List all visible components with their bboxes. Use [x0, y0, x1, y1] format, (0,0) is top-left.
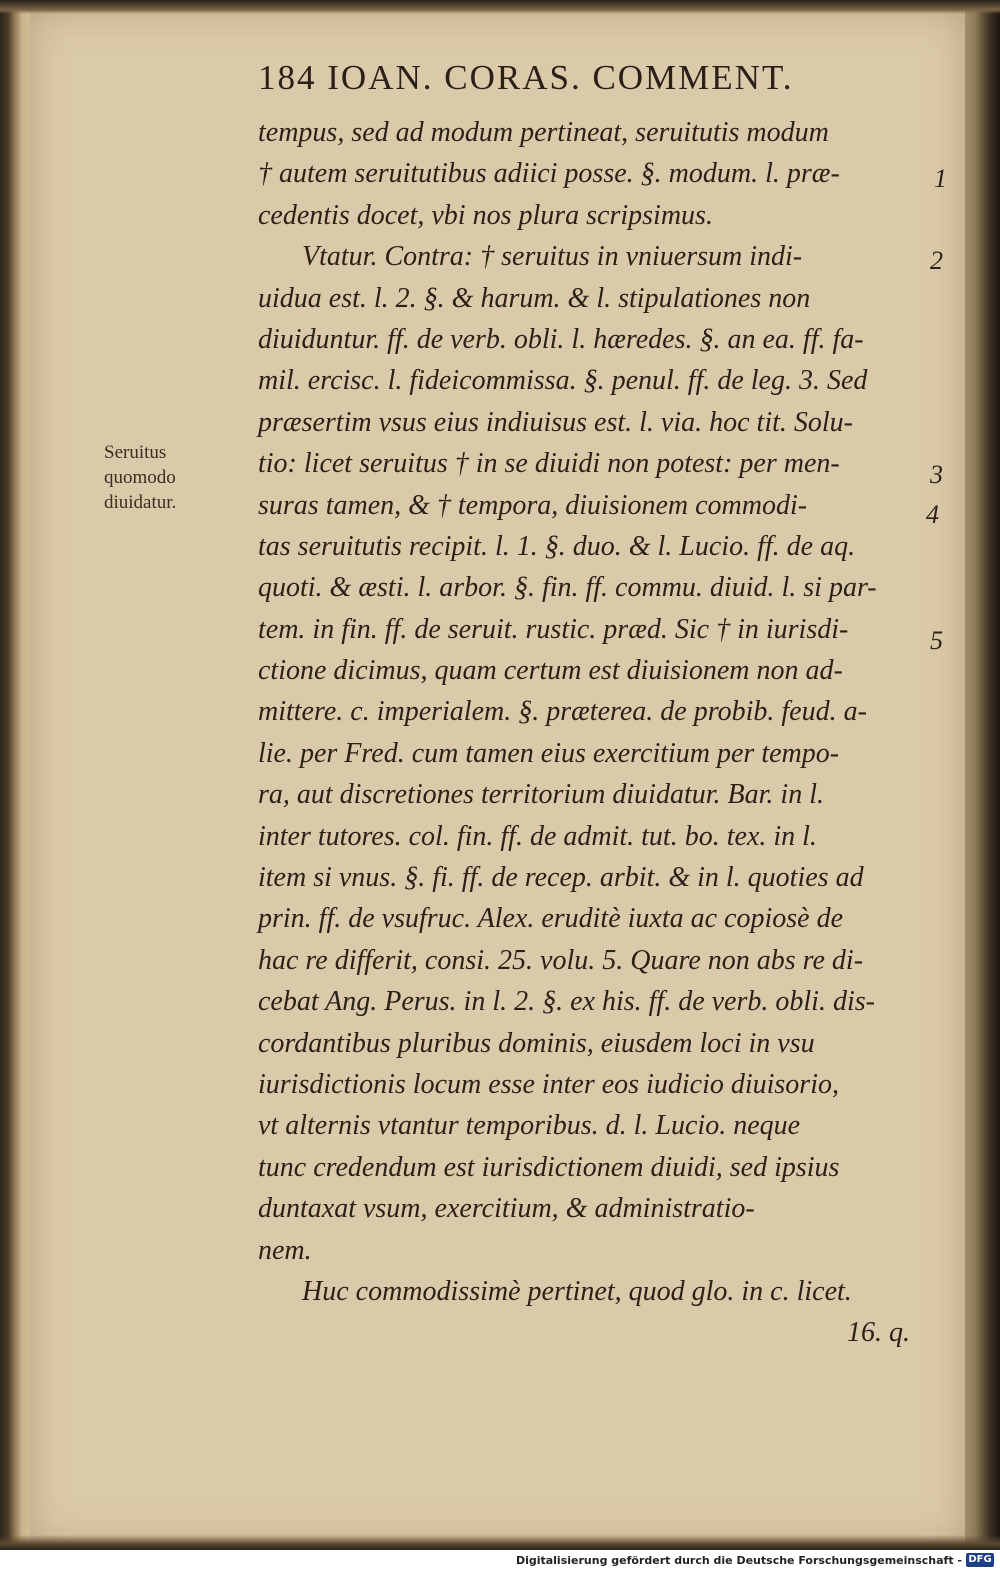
- text-line: duntaxat vsum, exercitium, & administratio-: [258, 1193, 755, 1225]
- text-line: Vtatur. Contra: † seruitus in vniuersum indi-: [302, 241, 803, 273]
- text-line: prin. ff. de vsufruc. Alex. eruditè iuxta ac copiosè de: [258, 903, 844, 935]
- margin-note-line: quomodo: [104, 467, 176, 488]
- margin-note-line: diuidatur.: [104, 492, 177, 513]
- text-line: tio: licet seruitus † in se diuidi non potest: per men-: [258, 448, 840, 480]
- text-line: Huc commodissimè pertinet, quod glo. in c. licet.: [302, 1275, 852, 1307]
- text-line: cedentis docet, vbi nos plura scripsimus.: [258, 199, 713, 231]
- text-line: uidua est. l. 2. §. & harum. & l. stipulationes non: [258, 282, 811, 314]
- margin-note: [104, 440, 244, 515]
- text-line: quoti. & æsti. l. arbor. §. fin. ff. commu. diuid. l. si par-: [258, 572, 877, 604]
- page-top-edge: [0, 0, 1000, 14]
- text-line: lie. per Fred. cum tamen eius exercitium per tempo-: [258, 737, 840, 769]
- text-line: ra, aut discretiones territorium diuidatur. Bar. in l.: [258, 779, 824, 811]
- text-line: mittere. c. imperialem. §. præterea. de probib. feud. a-: [258, 696, 867, 728]
- dfg-logo: DFG: [966, 1553, 994, 1567]
- text-line: tem. in fin. ff. de seruit. rustic. præd. Sic † in iurisdi-: [258, 613, 849, 645]
- text-line: præsertim vsus eius indiuisus est. l. via. hoc tit. Solu-: [258, 406, 853, 438]
- text-line: tunc credendum est iurisdictionem diuidi, sed ipsius: [258, 1151, 840, 1183]
- margin-note-line: Seruitus: [104, 442, 167, 463]
- catchword-line: 16. q.: [847, 1317, 910, 1349]
- text-line: tas seruitutis recipit. l. 1. §. duo. & l. Lucio. ff. de aq.: [258, 530, 856, 562]
- text-line: suras tamen, & † tempora, diuisionem commodi-: [258, 489, 808, 521]
- text-line: vt alternis vtantur temporibus. d. l. Lucio. neque: [258, 1110, 801, 1142]
- body-text: [258, 112, 918, 1354]
- margin-number: 3: [930, 460, 943, 489]
- text-line: nem.: [258, 1234, 312, 1266]
- text-line: inter tutores. col. fin. ff. de admit. tut. bo. tex. in l.: [258, 820, 817, 852]
- margin-number: 5: [930, 626, 943, 655]
- text-line: cebat Ang. Perus. in l. 2. §. ex his. ff. de verb. obli. dis-: [258, 986, 875, 1018]
- footer-bar: [0, 1550, 1000, 1577]
- running-head: 184 IOAN. CORAS. COMMENT.: [258, 58, 794, 97]
- text-line: † autem seruitutibus adiici posse. §. modum. l. præ-: [258, 158, 840, 190]
- text-line: mil. ercisc. l. fideicommissa. §. penul. ff. de leg. 3. Sed: [258, 365, 868, 397]
- text-line: iurisdictionis locum esse inter eos iudicio diuisorio,: [258, 1068, 839, 1100]
- text-line: item si vnus. §. fi. ff. de recep. arbit. & in l. quoties ad: [258, 862, 864, 894]
- text-line: ctione dicimus, quam certum est diuisionem non ad-: [258, 655, 843, 687]
- margin-number: 2: [930, 246, 943, 275]
- footer-credit: Digitalisierung gefördert durch die Deutsche Forschungsgemeinschaft -: [515, 1554, 962, 1567]
- page-bottom-edge: [0, 1535, 1000, 1550]
- text-line: hac re differit, consi. 25. volu. 5. Quare non abs re di-: [258, 944, 864, 976]
- text-line: cordantibus pluribus dominis, eiusdem loci in vsu: [258, 1027, 815, 1059]
- margin-number: 1: [934, 164, 947, 193]
- text-line: tempus, sed ad modum pertineat, seruitutis modum: [258, 117, 829, 148]
- text-line: diuiduntur. ff. de verb. obli. l. hæredes. §. an ea. ff. fa-: [258, 323, 864, 355]
- margin-number: 4: [926, 500, 939, 529]
